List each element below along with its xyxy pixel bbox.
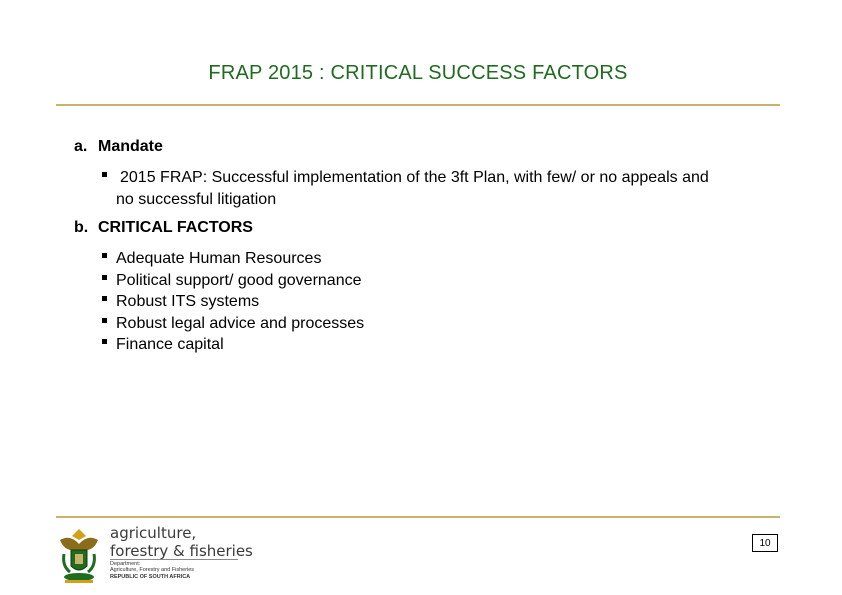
bullet-text: Robust legal advice and processes bbox=[116, 314, 365, 332]
section-heading-mandate bbox=[74, 138, 163, 156]
bullet-square-icon bbox=[102, 253, 107, 258]
bullet-square-icon bbox=[102, 339, 107, 344]
dept-line-2: Agriculture, Forestry and Fisheries bbox=[110, 567, 195, 574]
brand-line-1: agriculture, bbox=[110, 524, 197, 542]
dept-line-3: REPUBLIC OF SOUTH AFRICA bbox=[110, 573, 191, 580]
slide-title: FRAP 2015 : CRITICAL SUCCESS FACTORS bbox=[208, 62, 628, 84]
department-text bbox=[110, 561, 194, 580]
brand-line-2: forestry & fisheries bbox=[110, 542, 253, 560]
brand-divider bbox=[110, 559, 238, 560]
bullet-text: Political support/ good governance bbox=[116, 271, 362, 289]
coat-of-arms-icon bbox=[56, 526, 102, 584]
bullet-square-icon bbox=[102, 296, 107, 301]
bullet-text: Finance capital bbox=[116, 336, 224, 354]
list-item bbox=[102, 270, 364, 292]
dept-line-1: Department: bbox=[110, 561, 141, 567]
bullet-square-icon bbox=[102, 172, 107, 177]
mandate-list bbox=[102, 167, 792, 211]
page-number: 10 bbox=[752, 534, 778, 552]
bullet-text: Robust ITS systems bbox=[116, 293, 260, 311]
brand-name bbox=[110, 524, 253, 560]
list-item bbox=[102, 167, 792, 211]
footer-divider bbox=[56, 516, 780, 518]
bullet-square-icon bbox=[102, 318, 107, 323]
department-logo bbox=[56, 524, 256, 586]
bullet-text-line-2: no successful litigation bbox=[116, 191, 277, 208]
section-title: CRITICAL FACTORS bbox=[98, 219, 253, 236]
section-heading-critical-factors bbox=[74, 219, 253, 237]
section-letter: b. bbox=[74, 219, 89, 236]
critical-factors-list bbox=[102, 248, 364, 356]
bullet-text-line-1: 2015 FRAP: Successful implementation of the 3ft Plan, with few/ or no appeals and bbox=[120, 169, 709, 186]
bullet-text: Adequate Human Resources bbox=[116, 250, 322, 267]
list-item bbox=[102, 291, 364, 313]
list-item bbox=[102, 334, 364, 356]
list-item bbox=[102, 248, 364, 270]
section-title: Mandate bbox=[98, 138, 163, 155]
section-letter: a. bbox=[74, 138, 88, 155]
list-item bbox=[102, 313, 364, 335]
bullet-square-icon bbox=[102, 275, 107, 280]
title-divider bbox=[56, 104, 780, 106]
